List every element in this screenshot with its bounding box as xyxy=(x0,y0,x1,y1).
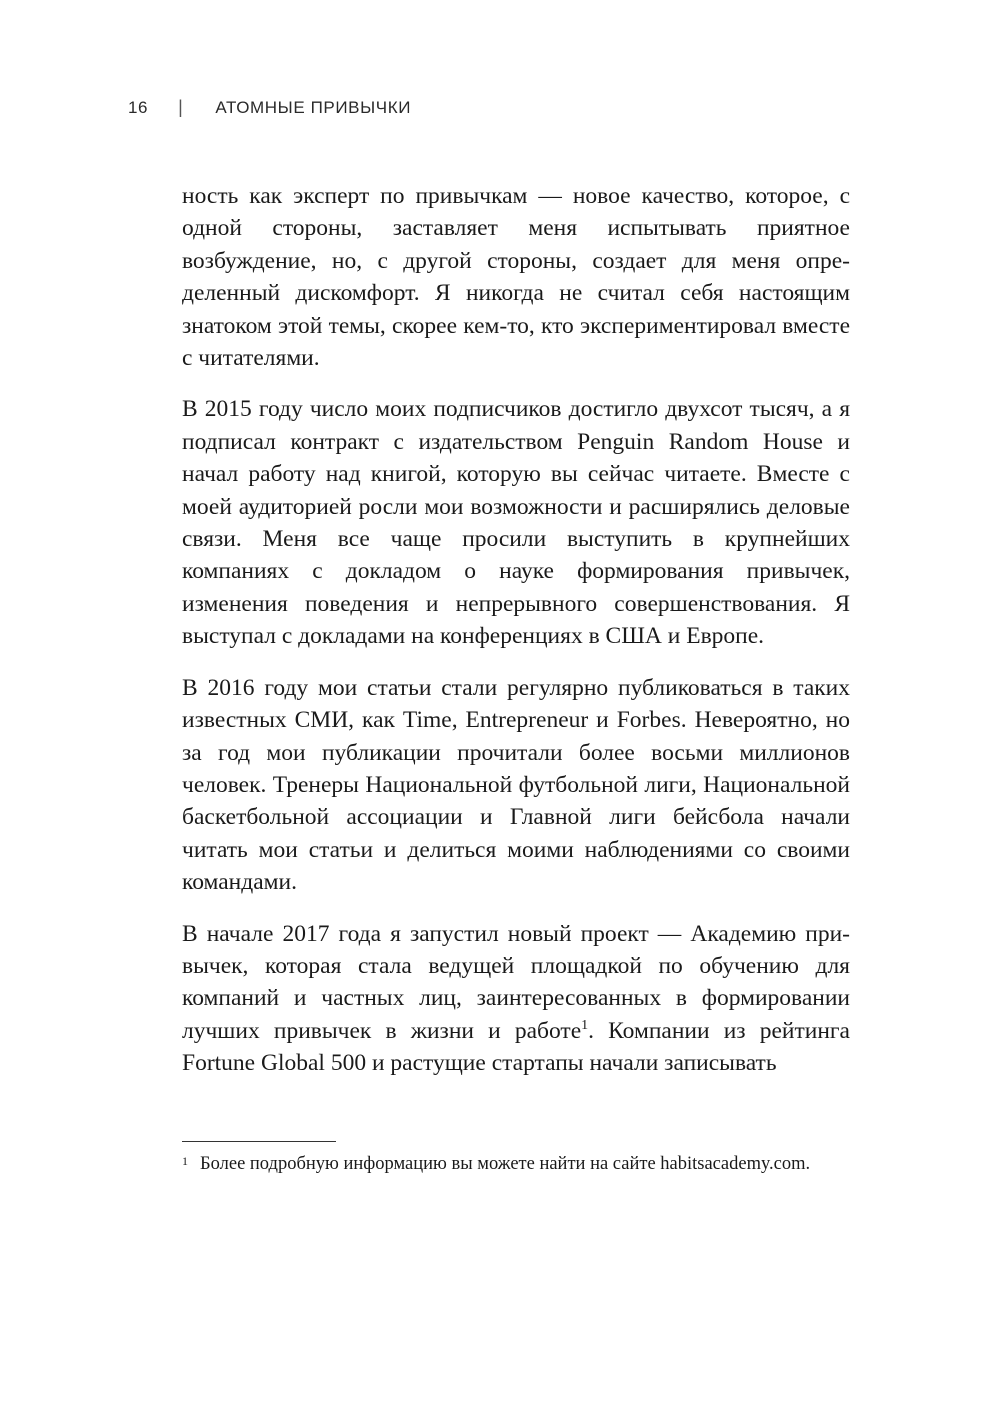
paragraph-4-text-a: В начале 2017 года я запустил новый проект — Академию привычек, которая стала ведущей площадкой по обучению для компаний и частных лиц, заинтересованных в формировании лучших привычек в жизни и работе xyxy=(182,920,850,1044)
paragraph-4 xyxy=(182,918,850,1080)
footnote xyxy=(182,1152,850,1177)
header-separator: | xyxy=(178,97,184,117)
body-text xyxy=(182,180,850,1099)
paragraph-2: В 2015 году число моих подписчиков достигло двухсот тысяч, а я подписал контракт с издательством Penguin Random House и начал работу над книгой, которую вы сейчас читаете. Вместе с моей аудиторией росли мои возможности и расширялись деловые связи. Меня все чаще просили выступить в крупнейших компаниях с докладом о науке формирования привычек, изменения поведения и непрерывного совершенствования. Я выступал с докладами на конференциях в США и Европе. xyxy=(182,396,850,650)
page-number: 16 xyxy=(128,97,149,117)
running-head xyxy=(128,97,411,118)
footnote-text: Более подробную информацию вы можете найти на сайте habitsacademy.com. xyxy=(200,1154,811,1174)
paragraph-1: ность как эксперт по привычкам — новое качество, которое, с одной стороны, заставляет меня испытывать приятное возбуждение, но, с другой стороны, создает для меня определенный дискомфорт. Я никогда не считал себя настоящим знатоком этой темы, скорее кем-то, кто экспериментировал вместе с читателями. xyxy=(182,183,850,372)
paragraph-3: В 2016 году мои статьи стали регулярно публиковаться в таких известных СМИ, как Time, Entrepreneur и Forbes. Невероятно, но за год мои публикации прочитали более восьми миллионов человек. Тренеры Национальной футбольной лиги, Национальной баскетбольной ассоциации и Главной лиги бейсбола начали читать мои статьи и делиться моими наблюдениями со своими командами. xyxy=(182,674,850,896)
footnote-mark: 1 xyxy=(182,1154,188,1168)
footnote-reference[interactable]: 1 xyxy=(581,1017,589,1033)
paragraph-4-text-b: . Компании из рейтинга Fortune Global 500 и растущие стартапы начали записывать xyxy=(182,1017,850,1077)
footnote-divider xyxy=(182,1141,336,1142)
book-title: АТОМНЫЕ ПРИВЫЧКИ xyxy=(215,97,412,117)
